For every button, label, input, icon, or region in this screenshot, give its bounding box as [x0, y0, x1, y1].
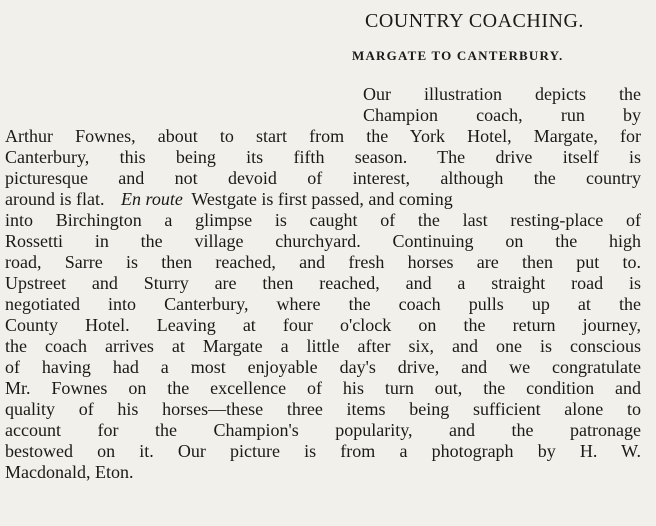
article-subtitle: MARGATE TO CANTERBURY.: [352, 48, 564, 63]
article-line-6-italic: En route: [120, 189, 183, 209]
article-line-18: bestowed on it. Our picture is from a photograph by H. W.: [5, 441, 641, 461]
article-line-15: Mr. Fownes on the excellence of his turn out, the condition and: [5, 378, 641, 398]
article-line-6-tail: Westgate is first passed, and coming: [191, 189, 453, 209]
article-line-14: of having had a most enjoyable day's drive, and we congratulate: [5, 357, 641, 377]
article-line-9: road, Sarre is then reached, and fresh horses are then put to.: [5, 252, 641, 272]
article-line-6-lead: around is flat.: [5, 189, 105, 209]
article-line-1: Our illustration depicts the: [363, 84, 641, 104]
article-line-12: County Hotel. Leaving at four o'clock on the return journey,: [5, 315, 641, 335]
article-line-17: account for the Champion's popularity, and the patronage: [5, 420, 641, 440]
article-line-4: Canterbury, this being its fifth season. The drive itself is: [5, 147, 641, 167]
article-line-6: [5, 189, 641, 210]
article-line-3: Arthur Fownes, about to start from the York Hotel, Margate, for: [5, 126, 641, 146]
article-line-8: Rossetti in the village churchyard. Continuing on the high: [5, 231, 641, 251]
article-line-13: the coach arrives at Margate a little after six, and one is conscious: [5, 336, 641, 356]
article-title: COUNTRY COACHING.: [365, 10, 584, 32]
article-line-19: Macdonald, Eton.: [5, 462, 134, 482]
article-line-16: quality of his horses—these three items being sufficient alone to: [5, 399, 641, 419]
article-line-10: Upstreet and Sturry are then reached, and a straight road is: [5, 273, 641, 293]
article-line-7: into Birchington a glimpse is caught of the last resting-place of: [5, 210, 641, 230]
article-line-2: Champion coach, run by: [363, 105, 641, 125]
article-line-11: negotiated into Canterbury, where the coach pulls up at the: [5, 294, 641, 314]
article-line-5: picturesque and not devoid of interest, although the country: [5, 168, 641, 188]
